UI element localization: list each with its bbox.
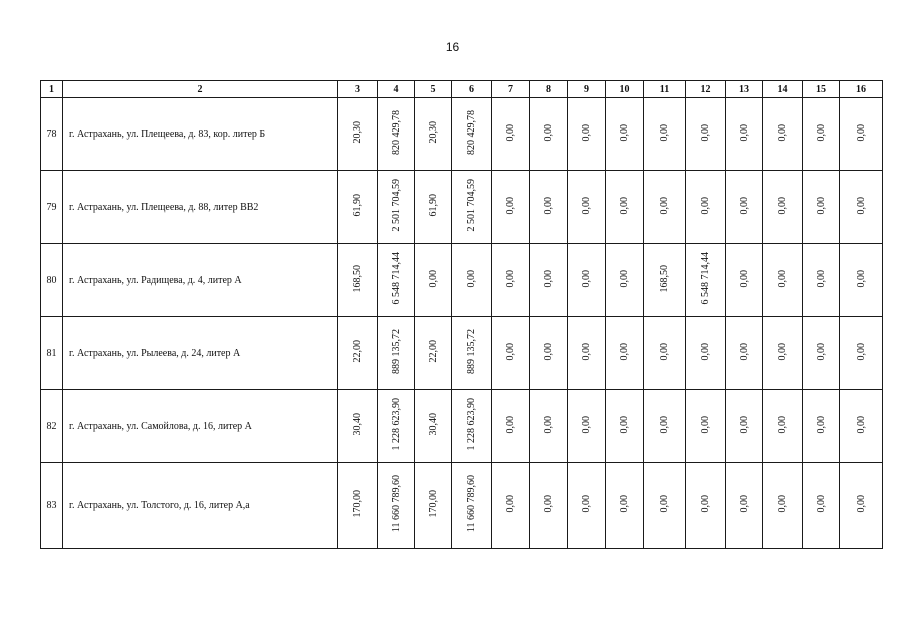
row-number: 81 xyxy=(41,317,63,390)
column-header-8: 8 xyxy=(530,81,568,98)
value-cell xyxy=(452,171,492,244)
value-text: 0,00 xyxy=(659,342,670,361)
value-cell xyxy=(568,463,606,549)
value-cell xyxy=(763,317,803,390)
value-text: 0,00 xyxy=(700,196,711,215)
value-cell xyxy=(840,98,883,171)
value-cell xyxy=(644,317,686,390)
value-cell xyxy=(568,98,606,171)
value-text: 11 660 789,60 xyxy=(466,475,477,533)
column-header-2: 2 xyxy=(63,81,338,98)
column-header-9: 9 xyxy=(568,81,606,98)
value-cell xyxy=(726,171,763,244)
row-address: г. Астрахань, ул. Радищева, д. 4, литер А xyxy=(63,244,338,317)
value-cell xyxy=(338,317,378,390)
value-cell xyxy=(492,317,530,390)
value-cell xyxy=(686,317,726,390)
value-text: 20,30 xyxy=(352,121,363,144)
value-cell xyxy=(415,390,452,463)
value-text: 0,00 xyxy=(619,123,630,142)
value-text: 0,00 xyxy=(738,495,750,513)
value-text: 0,00 xyxy=(619,269,630,288)
value-text: 0,00 xyxy=(738,415,750,434)
value-text: 20,30 xyxy=(427,121,439,144)
value-cell xyxy=(803,98,840,171)
value-text: 170,00 xyxy=(352,490,363,518)
value-text: 889 135,72 xyxy=(390,329,402,374)
column-header-7: 7 xyxy=(492,81,530,98)
value-cell xyxy=(726,390,763,463)
table-row xyxy=(41,390,883,463)
value-cell xyxy=(763,244,803,317)
row-number: 82 xyxy=(41,390,63,463)
row-number: 83 xyxy=(41,463,63,549)
column-header-11: 11 xyxy=(644,81,686,98)
row-address: г. Астрахань, ул. Рылеева, д. 24, литер А xyxy=(63,317,338,390)
value-text: 0,00 xyxy=(543,495,554,513)
value-cell xyxy=(568,171,606,244)
value-cell xyxy=(686,98,726,171)
value-text: 0,00 xyxy=(505,342,516,361)
value-text: 11 660 789,60 xyxy=(390,475,402,533)
value-text: 0,00 xyxy=(815,269,827,288)
value-text: 0,00 xyxy=(815,342,827,361)
column-header-5: 5 xyxy=(415,81,452,98)
table-row xyxy=(41,463,883,549)
value-text: 0,00 xyxy=(581,342,592,361)
value-text: 6 548 714,44 xyxy=(390,252,402,305)
value-text: 30,40 xyxy=(427,413,439,436)
value-text: 0,00 xyxy=(777,415,788,434)
value-text: 820 429,78 xyxy=(466,110,477,155)
value-cell xyxy=(338,463,378,549)
value-text: 0,00 xyxy=(855,342,867,361)
column-header-16: 16 xyxy=(840,81,883,98)
value-cell xyxy=(378,463,415,549)
value-cell xyxy=(686,463,726,549)
value-cell xyxy=(606,317,644,390)
value-text: 30,40 xyxy=(352,413,363,436)
value-text: 0,00 xyxy=(855,495,867,513)
value-text: 0,00 xyxy=(581,269,592,288)
value-cell xyxy=(763,463,803,549)
value-cell xyxy=(840,244,883,317)
value-cell xyxy=(378,98,415,171)
row-number: 78 xyxy=(41,98,63,171)
value-cell xyxy=(606,244,644,317)
value-text: 0,00 xyxy=(505,495,516,513)
value-text: 0,00 xyxy=(700,415,711,434)
value-cell xyxy=(452,317,492,390)
column-header-1: 1 xyxy=(41,81,63,98)
value-text: 0,00 xyxy=(659,415,670,434)
column-header-10: 10 xyxy=(606,81,644,98)
value-cell xyxy=(644,390,686,463)
column-header-3: 3 xyxy=(338,81,378,98)
value-text: 168,50 xyxy=(659,264,670,293)
row-address: г. Астрахань, ул. Плещеева, д. 88, литер ВВ2 xyxy=(63,171,338,244)
value-text: 0,00 xyxy=(543,415,554,434)
value-cell xyxy=(840,171,883,244)
value-text: 0,00 xyxy=(619,342,630,361)
value-text: 0,00 xyxy=(777,342,788,361)
value-text: 0,00 xyxy=(815,196,827,215)
column-header-4: 4 xyxy=(378,81,415,98)
value-text: 0,00 xyxy=(738,269,750,288)
row-address: г. Астрахань, ул. Самойлова, д. 16, литер А xyxy=(63,390,338,463)
value-text: 0,00 xyxy=(738,123,750,142)
value-cell xyxy=(568,317,606,390)
column-header-15: 15 xyxy=(803,81,840,98)
value-text: 0,00 xyxy=(619,196,630,215)
value-text: 0,00 xyxy=(543,269,554,288)
value-cell xyxy=(803,390,840,463)
value-text: 6 548 714,44 xyxy=(700,252,711,305)
value-text: 22,00 xyxy=(427,340,439,363)
value-text: 0,00 xyxy=(777,196,788,215)
value-cell xyxy=(530,463,568,549)
value-cell xyxy=(415,98,452,171)
value-text: 0,00 xyxy=(619,495,630,513)
value-text: 0,00 xyxy=(738,342,750,361)
value-cell xyxy=(726,317,763,390)
value-text: 0,00 xyxy=(581,196,592,215)
value-cell xyxy=(338,244,378,317)
value-cell xyxy=(840,390,883,463)
value-cell xyxy=(644,98,686,171)
value-cell xyxy=(530,390,568,463)
value-text: 0,00 xyxy=(659,196,670,215)
value-cell xyxy=(686,171,726,244)
value-cell xyxy=(840,463,883,549)
value-cell xyxy=(840,317,883,390)
row-address: г. Астрахань, ул. Плещеева, д. 83, кор. литер Б xyxy=(63,98,338,171)
value-cell xyxy=(492,171,530,244)
value-cell xyxy=(763,390,803,463)
value-text: 0,00 xyxy=(543,342,554,361)
column-header-6: 6 xyxy=(452,81,492,98)
value-text: 0,00 xyxy=(855,123,867,142)
value-cell xyxy=(606,98,644,171)
value-cell xyxy=(338,390,378,463)
value-text: 2 501 704,59 xyxy=(390,179,402,232)
value-cell xyxy=(726,244,763,317)
value-cell xyxy=(568,390,606,463)
column-header-13: 13 xyxy=(726,81,763,98)
value-cell xyxy=(338,171,378,244)
value-cell xyxy=(726,463,763,549)
value-text: 0,00 xyxy=(855,196,867,215)
value-cell xyxy=(530,98,568,171)
value-cell xyxy=(492,463,530,549)
value-cell xyxy=(415,317,452,390)
value-text: 0,00 xyxy=(581,495,592,513)
value-cell xyxy=(530,244,568,317)
header-row xyxy=(41,81,883,98)
value-text: 0,00 xyxy=(777,269,788,288)
table-row xyxy=(41,244,883,317)
value-text: 0,00 xyxy=(581,415,592,434)
value-cell xyxy=(492,390,530,463)
value-text: 0,00 xyxy=(777,123,788,142)
value-cell xyxy=(803,244,840,317)
value-text: 0,00 xyxy=(581,123,592,142)
value-cell xyxy=(644,463,686,549)
property-table xyxy=(40,80,883,549)
value-text: 0,00 xyxy=(700,342,711,361)
value-text: 0,00 xyxy=(505,269,516,288)
value-cell xyxy=(803,171,840,244)
value-cell xyxy=(452,98,492,171)
value-text: 2 501 704,59 xyxy=(466,179,477,232)
value-text: 820 429,78 xyxy=(390,110,402,155)
value-cell xyxy=(378,171,415,244)
value-cell xyxy=(492,244,530,317)
column-header-12: 12 xyxy=(686,81,726,98)
value-cell xyxy=(530,171,568,244)
value-cell xyxy=(803,317,840,390)
value-cell xyxy=(644,244,686,317)
value-cell xyxy=(338,98,378,171)
value-cell xyxy=(415,244,452,317)
value-text: 168,50 xyxy=(352,264,363,293)
value-text: 0,00 xyxy=(777,495,788,513)
value-text: 889 135,72 xyxy=(466,329,477,374)
value-text: 0,00 xyxy=(700,495,711,513)
value-cell xyxy=(606,171,644,244)
value-cell xyxy=(415,463,452,549)
table-row xyxy=(41,98,883,171)
value-cell xyxy=(452,463,492,549)
value-cell xyxy=(452,244,492,317)
value-text: 22,00 xyxy=(352,340,363,363)
value-text: 0,00 xyxy=(619,415,630,434)
table-row xyxy=(41,317,883,390)
value-cell xyxy=(452,390,492,463)
value-cell xyxy=(378,317,415,390)
row-address: г. Астрахань, ул. Толстого, д. 16, литер А,а xyxy=(63,463,338,549)
value-text: 0,00 xyxy=(543,196,554,215)
value-text: 61,90 xyxy=(352,194,363,217)
value-text: 0,00 xyxy=(855,415,867,434)
value-cell xyxy=(686,390,726,463)
value-cell xyxy=(415,171,452,244)
value-cell xyxy=(726,98,763,171)
value-cell xyxy=(763,98,803,171)
value-cell xyxy=(803,463,840,549)
table-row xyxy=(41,171,883,244)
value-text: 0,00 xyxy=(543,123,554,142)
value-cell xyxy=(378,244,415,317)
value-text: 0,00 xyxy=(505,123,516,142)
value-text: 0,00 xyxy=(815,123,827,142)
value-text: 61,90 xyxy=(427,194,439,217)
value-text: 0,00 xyxy=(700,123,711,142)
column-header-14: 14 xyxy=(763,81,803,98)
value-cell xyxy=(763,171,803,244)
value-cell xyxy=(568,244,606,317)
value-text: 0,00 xyxy=(505,196,516,215)
value-text: 170,00 xyxy=(427,490,439,518)
value-cell xyxy=(492,98,530,171)
value-cell xyxy=(606,390,644,463)
value-text: 0,00 xyxy=(466,269,477,288)
value-cell xyxy=(686,244,726,317)
value-text: 0,00 xyxy=(738,196,750,215)
value-text: 0,00 xyxy=(815,415,827,434)
value-text: 1 228 623,90 xyxy=(390,398,402,451)
value-text: 1 228 623,90 xyxy=(466,398,477,451)
row-number: 79 xyxy=(41,171,63,244)
value-text: 0,00 xyxy=(659,495,670,513)
value-text: 0,00 xyxy=(659,123,670,142)
row-number: 80 xyxy=(41,244,63,317)
page-number: 16 xyxy=(445,40,460,54)
value-cell xyxy=(644,171,686,244)
value-cell xyxy=(606,463,644,549)
value-text: 0,00 xyxy=(427,269,439,288)
value-text: 0,00 xyxy=(855,269,867,288)
value-cell xyxy=(378,390,415,463)
table-body xyxy=(41,98,883,549)
value-cell xyxy=(530,317,568,390)
value-text: 0,00 xyxy=(505,415,516,434)
value-text: 0,00 xyxy=(815,495,827,513)
